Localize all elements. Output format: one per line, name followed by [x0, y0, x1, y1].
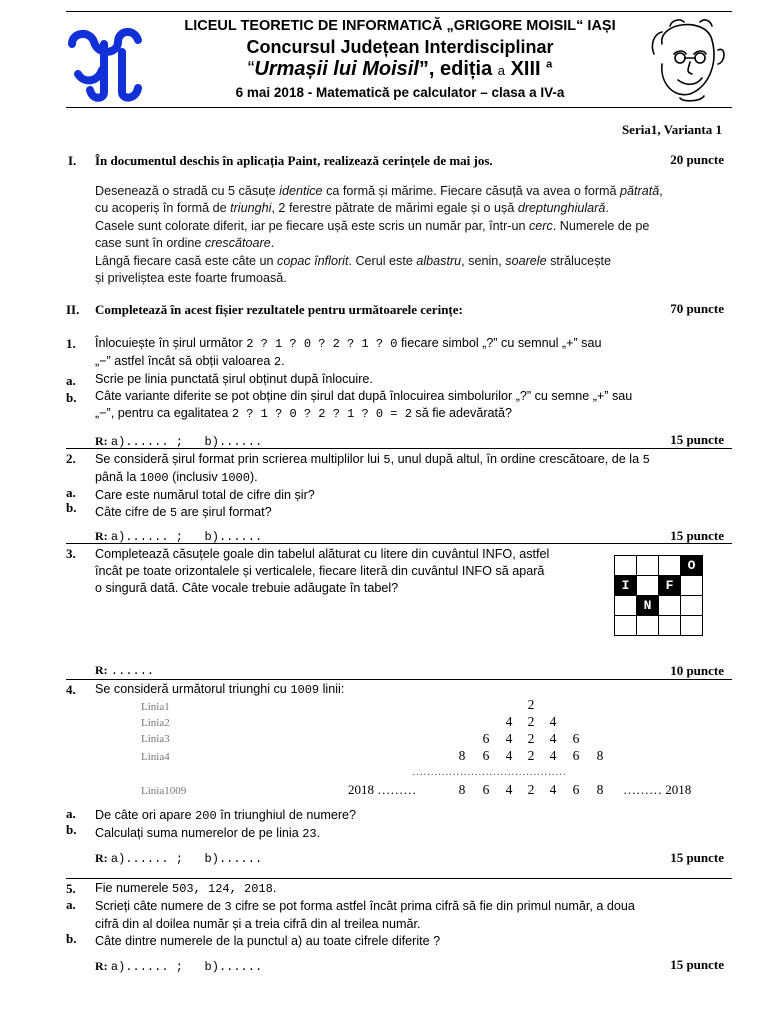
edition-number: XIII — [510, 58, 541, 80]
q5-points: 15 puncte — [670, 957, 724, 972]
triangle-row-2 — [0, 714, 768, 732]
grid-cell[interactable] — [615, 596, 637, 616]
series-label: Seria1, Varianta 1 — [621, 122, 722, 137]
q4-answer[interactable]: R: a)...... ; b)...... — [95, 851, 263, 866]
q2-rule — [66, 543, 732, 544]
tri-num: 6 — [482, 748, 490, 763]
tri-num: 2 — [527, 714, 535, 729]
grid-cell[interactable] — [615, 556, 637, 576]
q4-b-label: b. — [66, 822, 77, 837]
triangle-dots: …………………………………… — [412, 766, 566, 778]
grid-cell[interactable] — [615, 616, 637, 636]
q4-a-label: a. — [66, 806, 76, 821]
tri-num: 2 — [527, 782, 535, 797]
grid-cell[interactable] — [681, 616, 703, 636]
q1-points: 15 puncte — [670, 432, 724, 447]
q1-text: Înlocuiește în șirul următor 2 ? 1 ? 0 ? 2 ? 1 ? 0 fiecare simbol „?” cu semnul „+” sau „−” astfel încât să obții valoarea 2. Scrie pe linia punctată șirul obținut după înlocuire. Câte variante diferite se pot obține din șirul dat după înlocuirea simbolurilor „?” cu semne „+” sau „−”, pentru ca egalitatea 2 ? 1 ? 0 ? 2 ? 1 ? 0 = 2 să fie adevărată? — [95, 336, 633, 421]
edition-line — [170, 58, 630, 81]
q5-b-label: b. — [66, 931, 77, 946]
triangle-label-4: Linia4 — [141, 751, 170, 763]
q3-text: Completează căsuțele goale din tabelul alăturat cu litere din cuvântul INFO, astfel încât pe toate orizontalele și verticalele, fiecare literă din cuvântul INFO să apară o singură dată. Câte vocale trebuie adăugate în tabel? — [95, 547, 550, 595]
triangle-last-right: ……… 2018 — [623, 782, 692, 797]
s1-line-6: și priveliștea este foarte frumoasă. — [95, 271, 287, 286]
q4-number: 4. — [66, 682, 76, 697]
triangle-row-1 — [0, 697, 768, 715]
s1-line-2: cu acoperiș în formă de triunghi, 2 ferestre pătrate de mărimi egale și o ușă dreptunghiulară. — [95, 201, 609, 216]
tri-num: 8 — [596, 748, 604, 763]
tri-num: 8 — [596, 782, 604, 797]
tri-num: 4 — [549, 714, 557, 729]
grid-cell-given: O — [681, 556, 703, 576]
grid-cell[interactable] — [681, 596, 703, 616]
tri-num: 6 — [572, 748, 580, 763]
q5-text: Scrieți câte numere de 3 cifre se pot forma astfel încât prima cifră să fie din primul număr, a doua cifră din al doilea număr și a treia cifră din al treilea număr. Câte dintre numerele de la punctul a) au toate cifrele diferite ? — [95, 899, 635, 948]
tri-num: 6 — [572, 782, 580, 797]
edition-quote-open: “ — [247, 58, 255, 80]
edition-close: ”, ediția — [418, 58, 493, 80]
section-1-points: 20 puncte — [670, 152, 724, 167]
q4-intro: Se consideră următorul triunghi cu 1009 linii: — [95, 682, 345, 697]
triangle-last-left: 2018 ……… — [348, 782, 417, 797]
section-2-title: Completează în acest fișier rezultatele pentru următoarele cerințe: — [95, 302, 463, 317]
triangle-label-2: Linia2 — [141, 717, 170, 729]
q5-intro: Fie numerele 503, 124, 2018. — [95, 881, 277, 896]
s1-line-5: Lângă fiecare casă este câte un copac înflorit. Cerul este albastru, senin, soarele strălucește — [95, 253, 611, 268]
section-2-number: II. — [66, 302, 80, 317]
q5-number: 5. — [66, 881, 76, 896]
q5-a-label: a. — [66, 897, 76, 912]
tri-num: 4 — [549, 731, 557, 746]
q1-number: 1. — [66, 336, 76, 351]
q4-text: De câte ori apare 200 în triunghiul de numere? Calculați suma numerelor de pe linia 23. — [95, 808, 357, 841]
school-name: LICEUL TEORETIC DE INFORMATICĂ „GRIGORE MOISIL“ IAȘI — [184, 18, 616, 34]
tri-num: 4 — [505, 714, 513, 729]
grid-cell[interactable] — [659, 596, 681, 616]
edition-sup: a — [546, 58, 553, 71]
tri-num: 4 — [505, 731, 513, 746]
header-top-rule — [66, 11, 732, 12]
grid-cell-given: F — [659, 576, 681, 596]
q3-number: 3. — [66, 546, 76, 561]
q1-b-label: b. — [66, 390, 77, 405]
section-1-title: În documentul deschis în aplicația Paint, realizează cerințele de mai jos. — [95, 153, 493, 168]
tri-num: 2 — [527, 748, 535, 763]
grid-cell[interactable] — [681, 576, 703, 596]
q1-rule — [66, 448, 732, 449]
tri-num: 6 — [482, 731, 490, 746]
q3-rule — [66, 679, 732, 680]
q2-points: 15 puncte — [670, 528, 724, 543]
contest-name: Concursul Județean Interdisciplinar — [246, 37, 554, 57]
q4-points: 15 puncte — [670, 850, 724, 865]
q5-answer[interactable]: R: a)...... ; b)...... — [95, 959, 263, 974]
grid-cell-given: N — [637, 596, 659, 616]
tri-num: 4 — [549, 782, 557, 797]
q1-a-label: a. — [66, 373, 76, 388]
grid-cell[interactable] — [659, 616, 681, 636]
q2-number: 2. — [66, 451, 76, 466]
tri-num: 8 — [458, 748, 466, 763]
triangle-row-4 — [0, 748, 768, 766]
section-2-points: 70 puncte — [670, 301, 724, 316]
q4-rule — [66, 878, 732, 879]
q1-answer[interactable]: R: a)...... ; b)...... — [95, 434, 263, 449]
edition-a: a — [497, 63, 506, 78]
q3-answer[interactable]: R: ...... — [95, 663, 155, 678]
tri-num: 2 — [527, 731, 535, 746]
triangle-label-3: Linia3 — [141, 733, 170, 745]
grid-cell[interactable] — [637, 616, 659, 636]
triangle-label-1: Linia1 — [141, 701, 170, 713]
subtitle: 6 mai 2018 - Matematică pe calculator – clasa a IV-a — [235, 85, 565, 100]
tri-num: 4 — [549, 748, 557, 763]
q2-answer[interactable]: R: a)...... ; b)...... — [95, 529, 263, 544]
tri-num: 8 — [458, 782, 466, 797]
tri-num: 4 — [505, 782, 513, 797]
q2-text: Se consideră șirul format prin scrierea multiplilor lui 5, unul după altul, în ordine crescătoare, de la 5 până la 1000 (inclusiv 1000). Care este numărul total de cifre din șir? Câte cifre de 5 are șirul format? — [95, 452, 650, 520]
s1-line-4: case sunt în ordine crescătoare. — [95, 236, 275, 251]
triangle-label-last: Linia1009 — [141, 785, 187, 797]
edition-name: Urmașii lui Moisil — [254, 58, 419, 80]
s1-line-3: Casele sunt colorate diferit, iar pe fiecare ușă este scris un număr par, într-un cerc. Numerele de pe — [95, 218, 650, 233]
grid-cell[interactable] — [637, 556, 659, 576]
q3-points: 10 puncte — [670, 663, 724, 678]
tri-num: 4 — [505, 748, 513, 763]
grid-cell[interactable] — [659, 556, 681, 576]
triangle-row-3 — [0, 731, 768, 749]
section-1-number: I. — [68, 153, 77, 168]
section-1-text — [95, 183, 725, 287]
grid-cell-given: I — [615, 576, 637, 596]
q2-b-label: b. — [66, 500, 77, 515]
s1-line-1: Desenează o stradă cu 5 căsuțe identice ca formă și mărime. Fiecare căsuță va avea o formă pătrată, — [95, 184, 663, 198]
q2-a-label: a. — [66, 485, 76, 500]
grid-cell[interactable] — [637, 576, 659, 596]
header-bottom-rule — [66, 107, 732, 108]
tri-num: 6 — [572, 731, 580, 746]
tri-num: 2 — [527, 697, 535, 712]
school-logo — [64, 18, 160, 102]
tri-num: 6 — [482, 782, 490, 797]
moisil-portrait — [640, 14, 732, 104]
info-grid — [614, 555, 703, 636]
